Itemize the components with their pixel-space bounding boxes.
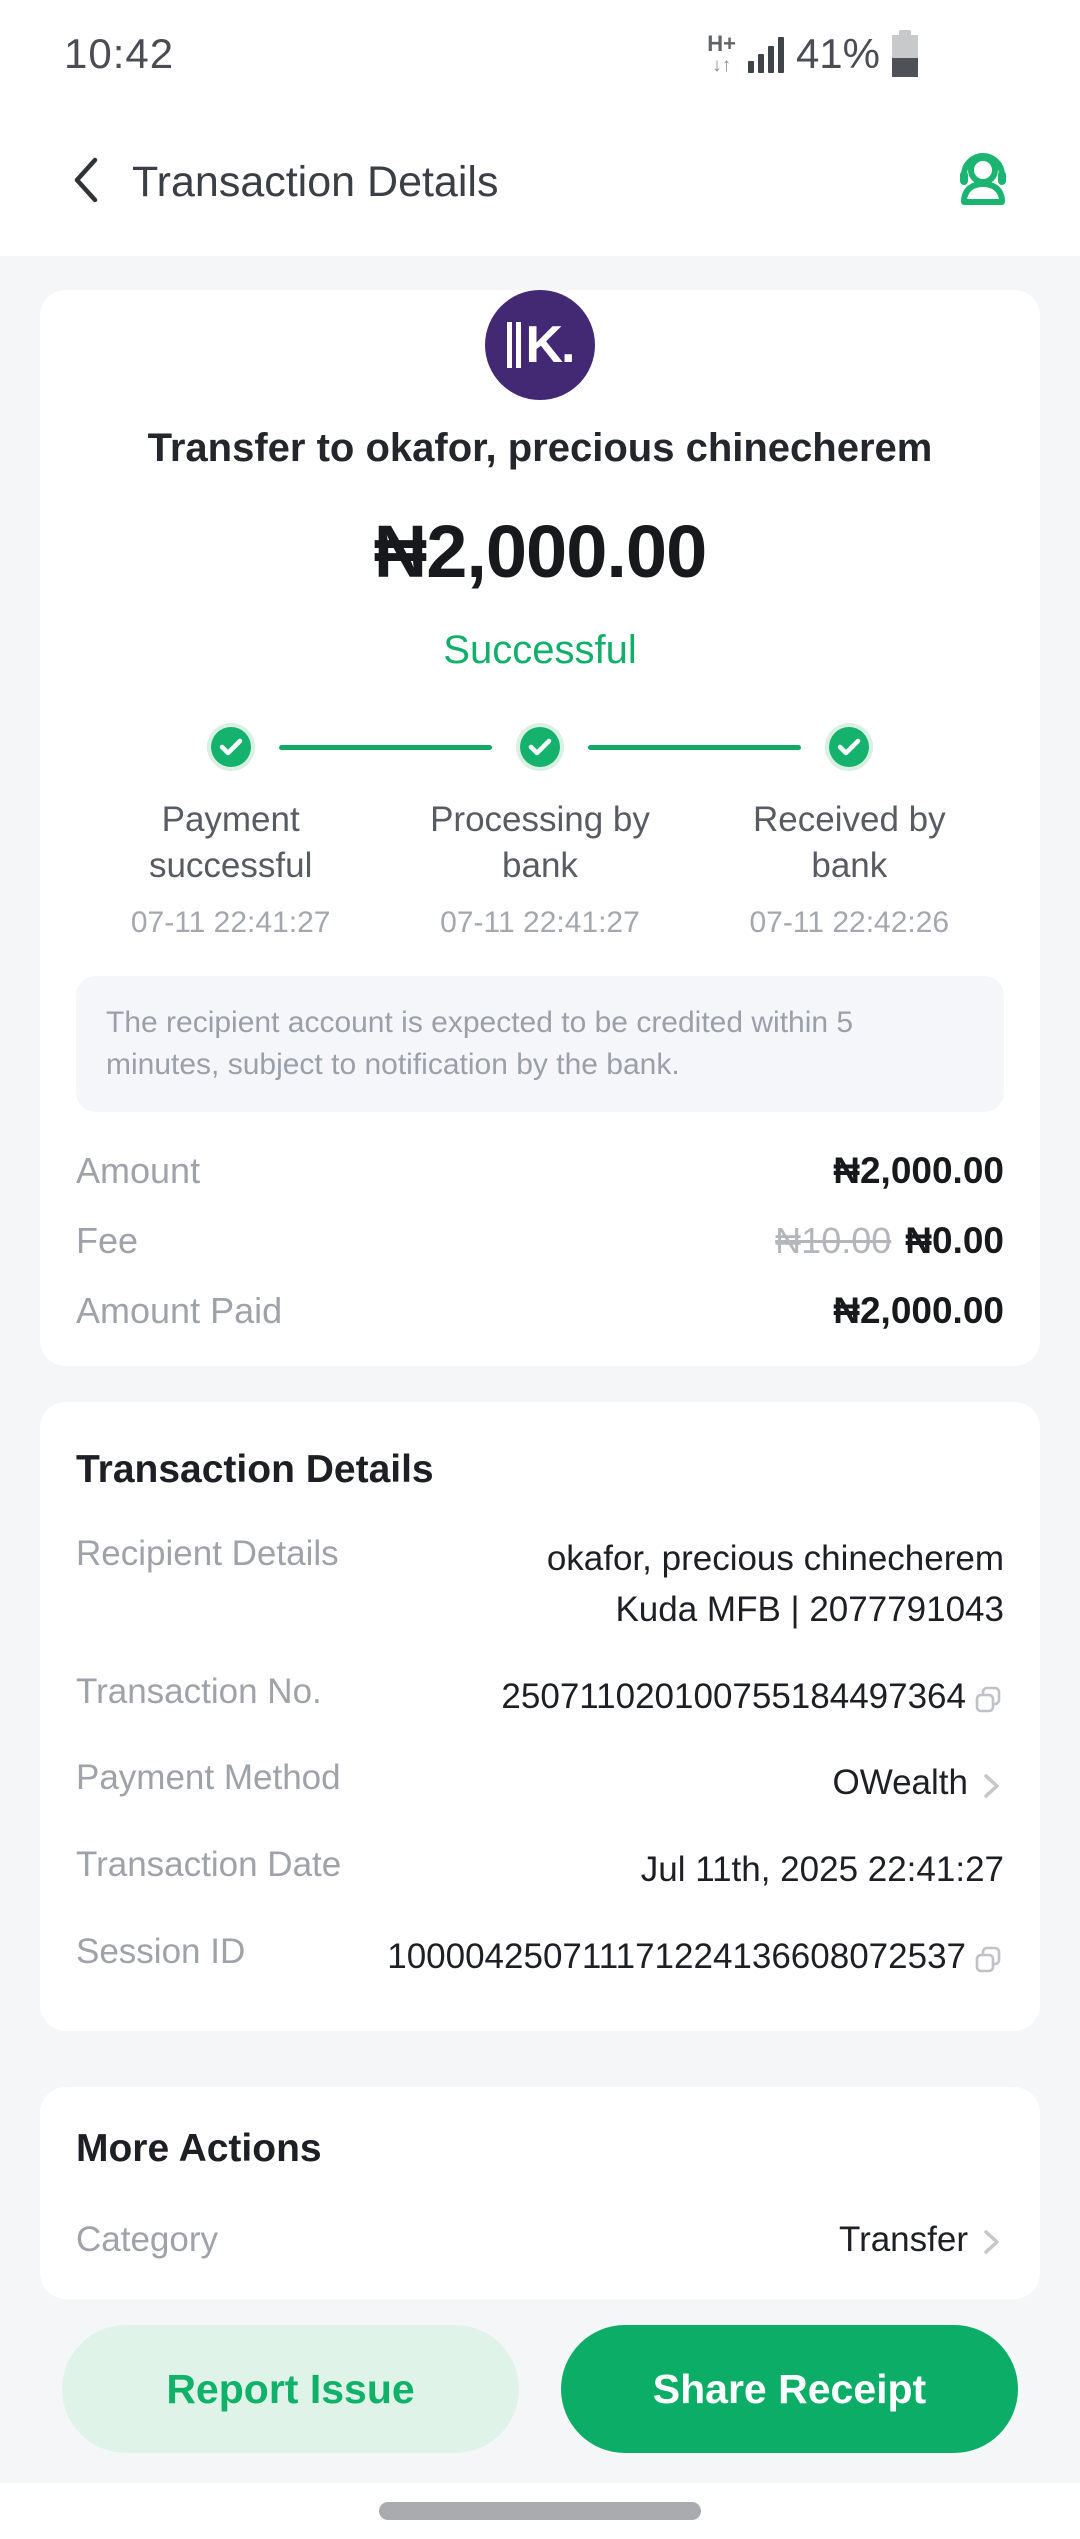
network-type-icon: H+ ↓↑ [707, 31, 736, 76]
step-timestamp: 07-11 22:42:26 [749, 906, 950, 939]
share-receipt-button[interactable]: Share Receipt [561, 2325, 1018, 2453]
recipient-name: okafor, precious chinecherem [546, 1539, 1004, 1578]
step-timestamp: 07-11 22:41:27 [130, 906, 331, 939]
fee-row: Fee ₦10.00 ₦0.00 [76, 1220, 1004, 1261]
kuda-bank-logo: K. [485, 290, 595, 400]
fee-old-value: ₦10.00 [775, 1220, 892, 1261]
fee-value: ₦0.00 [905, 1220, 1004, 1261]
support-agent-icon [951, 145, 1015, 209]
progress-stepper [76, 723, 1004, 940]
chevron-right-icon [978, 2225, 1004, 2259]
system-navigation-area [0, 2483, 1080, 2539]
copy-session-id-button[interactable] [972, 1944, 1004, 1976]
signal-strength-icon [748, 35, 784, 73]
status-time: 10:42 [64, 30, 175, 77]
amount-rows [76, 1150, 1004, 1332]
customer-support-button[interactable] [950, 144, 1016, 210]
step-label: Received by bank [753, 800, 946, 885]
report-issue-button[interactable]: Report Issue [62, 2325, 519, 2453]
step-timestamp: 07-11 22:41:27 [440, 906, 640, 939]
home-indicator[interactable] [379, 2502, 701, 2520]
step-label: Processing by bank [430, 800, 650, 885]
credit-note: The recipient account is expected to be credited within 5 minutes, subject to notification by the bank. [76, 976, 1004, 1112]
summary-card [40, 290, 1040, 1366]
back-button[interactable] [58, 152, 114, 208]
payment-method-row[interactable]: Payment Method OWealth [76, 1758, 1004, 1809]
recipient-bank-account: Kuda MFB | 2077791043 [615, 1589, 1004, 1629]
transaction-no-row: Transaction No. 250711020100755184497364 [76, 1672, 1004, 1723]
step-check-icon [516, 723, 564, 771]
app-bar [0, 110, 1080, 256]
recipient-details-row: Recipient Details okafor, precious chinecherem Kuda MFB | 2077791043 [76, 1534, 1004, 1636]
transfer-amount: ₦2,000.00 [373, 510, 707, 593]
copy-transaction-no-button[interactable] [972, 1684, 1004, 1716]
copy-icon [972, 1944, 1004, 1976]
status-bar [0, 0, 1080, 110]
page-title: Transaction Details [132, 158, 499, 206]
chevron-right-icon [978, 1769, 1004, 1803]
stepper-line [588, 745, 801, 750]
step-label: Payment successful [148, 800, 313, 885]
step-check-icon [207, 723, 255, 771]
session-id-row: Session ID 100004250711171224136608072537 [76, 1932, 1004, 1983]
transfer-title: Transfer to okafor, precious chinecherem [147, 426, 933, 470]
status-label: Successful [443, 628, 637, 672]
transaction-date-value: Jul 11th, 2025 22:41:27 [640, 1850, 1004, 1889]
battery-percent: 41% [795, 30, 880, 77]
amount-paid-row: Amount Paid ₦2,000.00 [76, 1290, 1004, 1331]
logo-bars [507, 322, 521, 368]
category-row[interactable]: Category Transfer [76, 2215, 1004, 2266]
transaction-details-card [40, 1402, 1040, 2031]
footer-actions [62, 2325, 1018, 2453]
session-id-value: 100004250711171224136608072537 [387, 1936, 966, 1976]
step-check-icon [825, 723, 873, 771]
back-chevron-icon [69, 154, 103, 206]
amount-row: Amount ₦2,000.00 [76, 1150, 1004, 1191]
transaction-no-value: 250711020100755184497364 [501, 1676, 966, 1716]
battery-icon [892, 30, 918, 78]
category-value: Transfer [838, 2219, 968, 2259]
stepper-line [279, 745, 492, 750]
payment-method-value: OWealth [832, 1763, 968, 1803]
copy-icon [972, 1684, 1004, 1716]
page-content [0, 256, 1080, 2539]
status-icons [707, 24, 918, 84]
transaction-date-row: Transaction Date Jul 11th, 2025 22:41:27 [76, 1845, 1004, 1896]
more-actions-title: More Actions [76, 2126, 322, 2170]
more-actions-card [40, 2087, 1040, 2300]
details-section-title: Transaction Details [76, 1448, 434, 1491]
